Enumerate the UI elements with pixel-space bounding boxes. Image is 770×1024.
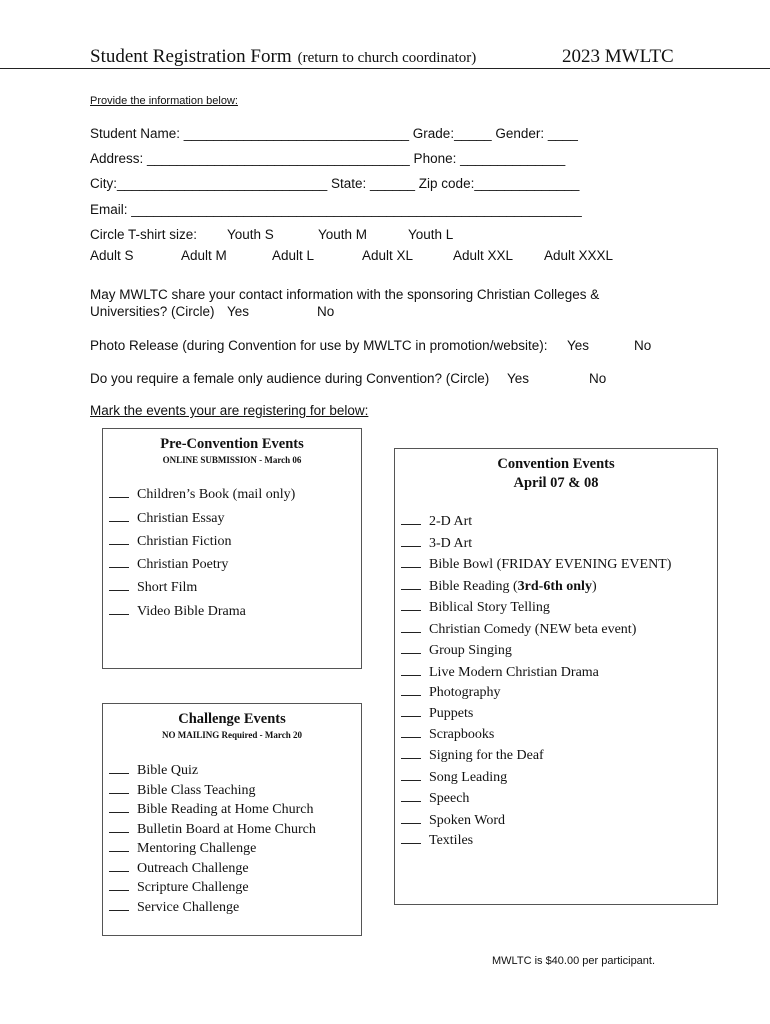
size-adult-s[interactable]: Adult S (90, 248, 134, 263)
event-video-bible-drama[interactable]: Video Bible Drama (109, 604, 246, 620)
pre-convention-subtitle: ONLINE SUBMISSION - March 06 (162, 455, 302, 465)
event-textiles[interactable]: Textiles (401, 833, 473, 849)
event-bulletin-board[interactable]: Bulletin Board at Home Church (109, 822, 316, 838)
checkbox-blank[interactable] (109, 487, 129, 498)
event-christian-essay[interactable]: Christian Essay (109, 511, 225, 527)
form-title-text: Student Registration Form (90, 46, 292, 67)
pre-convention-box (102, 428, 362, 669)
checkbox-blank[interactable] (401, 770, 421, 781)
checkbox-blank[interactable] (109, 861, 129, 872)
event-bible-reading[interactable]: Bible Reading (3rd-6th only) (401, 579, 597, 595)
event-bible-quiz[interactable]: Bible Quiz (109, 763, 198, 779)
checkbox-blank[interactable] (401, 727, 421, 738)
participant-fee: MWLTC is $40.00 per participant. (492, 955, 656, 967)
checkbox-blank[interactable] (109, 880, 129, 891)
event-outreach-challenge[interactable]: Outreach Challenge (109, 861, 249, 877)
checkbox-blank[interactable] (109, 822, 129, 833)
checkbox-blank[interactable] (109, 534, 129, 545)
checkbox-blank[interactable] (401, 643, 421, 654)
event-photography[interactable]: Photography (401, 685, 501, 701)
form-year: 2023 MWLTC (562, 46, 674, 67)
event-mentoring-challenge[interactable]: Mentoring Challenge (109, 841, 256, 857)
female-audience-question: Do you require a female only audience during Convention? (Circle) (90, 371, 490, 386)
event-puppets[interactable]: Puppets (401, 706, 473, 722)
size-adult-m[interactable]: Adult M (181, 248, 227, 263)
checkbox-blank[interactable] (401, 706, 421, 717)
size-youth-s[interactable]: Youth S (227, 227, 274, 242)
event-childrens-book[interactable]: Children’s Book (mail only) (109, 487, 295, 503)
checkbox-blank[interactable] (109, 557, 129, 568)
checkbox-blank[interactable] (401, 833, 421, 844)
female-no-option[interactable]: No (589, 371, 607, 386)
event-christian-poetry[interactable]: Christian Poetry (109, 557, 228, 573)
event-biblical-story-telling[interactable]: Biblical Story Telling (401, 600, 550, 616)
checkbox-blank[interactable] (401, 536, 421, 547)
checkbox-blank[interactable] (401, 791, 421, 802)
checkbox-blank[interactable] (109, 511, 129, 522)
header-rule (0, 68, 770, 69)
challenge-title: Challenge Events (178, 711, 286, 727)
convention-box (394, 448, 718, 905)
photo-yes-option[interactable]: Yes (567, 338, 590, 353)
form-title (90, 46, 476, 68)
checkbox-blank[interactable] (109, 580, 129, 591)
event-scrapbooks[interactable]: Scrapbooks (401, 727, 494, 743)
tshirt-label: Circle T-shirt size: (90, 227, 198, 242)
photo-release-question: Photo Release (during Convention for use by MWLTC in promotion/website): (90, 338, 548, 353)
checkbox-blank[interactable] (109, 783, 129, 794)
event-group-singing[interactable]: Group Singing (401, 643, 512, 659)
checkbox-blank[interactable] (401, 579, 421, 590)
event-bible-class-teaching[interactable]: Bible Class Teaching (109, 783, 256, 799)
challenge-subtitle: NO MAILING Required - March 20 (162, 730, 302, 740)
checkbox-blank[interactable] (401, 748, 421, 759)
event-bible-reading-home-church[interactable]: Bible Reading at Home Church (109, 802, 314, 818)
female-yes-option[interactable]: Yes (507, 371, 530, 386)
checkbox-blank[interactable] (109, 802, 129, 813)
event-2d-art[interactable]: 2-D Art (401, 514, 472, 530)
share-question-line2: Universities? (Circle) (90, 304, 215, 319)
event-scripture-challenge[interactable]: Scripture Challenge (109, 880, 249, 896)
convention-dates: April 07 & 08 (513, 475, 599, 491)
checkbox-blank[interactable] (401, 813, 421, 824)
grade-restriction: 3rd-6th only (517, 579, 592, 594)
size-adult-xxxl[interactable]: Adult XXXL (544, 248, 614, 263)
checkbox-blank[interactable] (401, 557, 421, 568)
event-service-challenge[interactable]: Service Challenge (109, 900, 239, 916)
checkbox-blank[interactable] (401, 665, 421, 676)
checkbox-blank[interactable] (401, 514, 421, 525)
student-name-grade-gender-line[interactable]: Student Name: ______________________________ Grade:_____ Gender: ____ (90, 126, 578, 141)
event-christian-fiction[interactable]: Christian Fiction (109, 534, 232, 550)
checkbox-blank[interactable] (109, 900, 129, 911)
form-subtitle: (return to church coordinator) (297, 50, 477, 66)
intro-text: Provide the information below: (90, 95, 238, 107)
event-signing-for-the-deaf[interactable]: Signing for the Deaf (401, 748, 544, 764)
event-bible-bowl[interactable]: Bible Bowl (FRIDAY EVENING EVENT) (401, 557, 671, 573)
size-adult-xxl[interactable]: Adult XXL (453, 248, 514, 263)
event-short-film[interactable]: Short Film (109, 580, 197, 596)
city-state-zip-line[interactable]: City:____________________________ State: ______ Zip code:______________ (90, 176, 580, 191)
checkbox-blank[interactable] (109, 604, 129, 615)
checkbox-blank[interactable] (401, 685, 421, 696)
photo-no-option[interactable]: No (634, 338, 652, 353)
size-adult-l[interactable]: Adult L (272, 248, 315, 263)
convention-title: Convention Events (497, 456, 615, 472)
mark-events-instruction: Mark the events your are registering for below: (90, 403, 369, 418)
size-youth-m[interactable]: Youth M (318, 227, 368, 242)
challenge-box (102, 703, 362, 936)
email-line[interactable]: Email: ____________________________________________________________ (90, 202, 582, 217)
size-adult-xl[interactable]: Adult XL (362, 248, 414, 263)
event-christian-comedy[interactable]: Christian Comedy (NEW beta event) (401, 622, 636, 638)
size-youth-l[interactable]: Youth L (408, 227, 454, 242)
share-yes-option[interactable]: Yes (227, 304, 250, 319)
address-phone-line[interactable]: Address: ___________________________________ Phone: ______________ (90, 151, 566, 166)
checkbox-blank[interactable] (401, 600, 421, 611)
share-no-option[interactable]: No (317, 304, 335, 319)
event-spoken-word[interactable]: Spoken Word (401, 813, 505, 829)
event-live-modern-christian-drama[interactable]: Live Modern Christian Drama (401, 665, 599, 681)
checkbox-blank[interactable] (109, 841, 129, 852)
pre-convention-title: Pre-Convention Events (160, 436, 304, 452)
event-3d-art[interactable]: 3-D Art (401, 536, 472, 552)
share-question-line1: May MWLTC share your contact information with the sponsoring Christian Colleges & (90, 287, 600, 302)
checkbox-blank[interactable] (109, 763, 129, 774)
event-speech[interactable]: Speech (401, 791, 469, 807)
checkbox-blank[interactable] (401, 622, 421, 633)
event-song-leading[interactable]: Song Leading (401, 770, 507, 786)
